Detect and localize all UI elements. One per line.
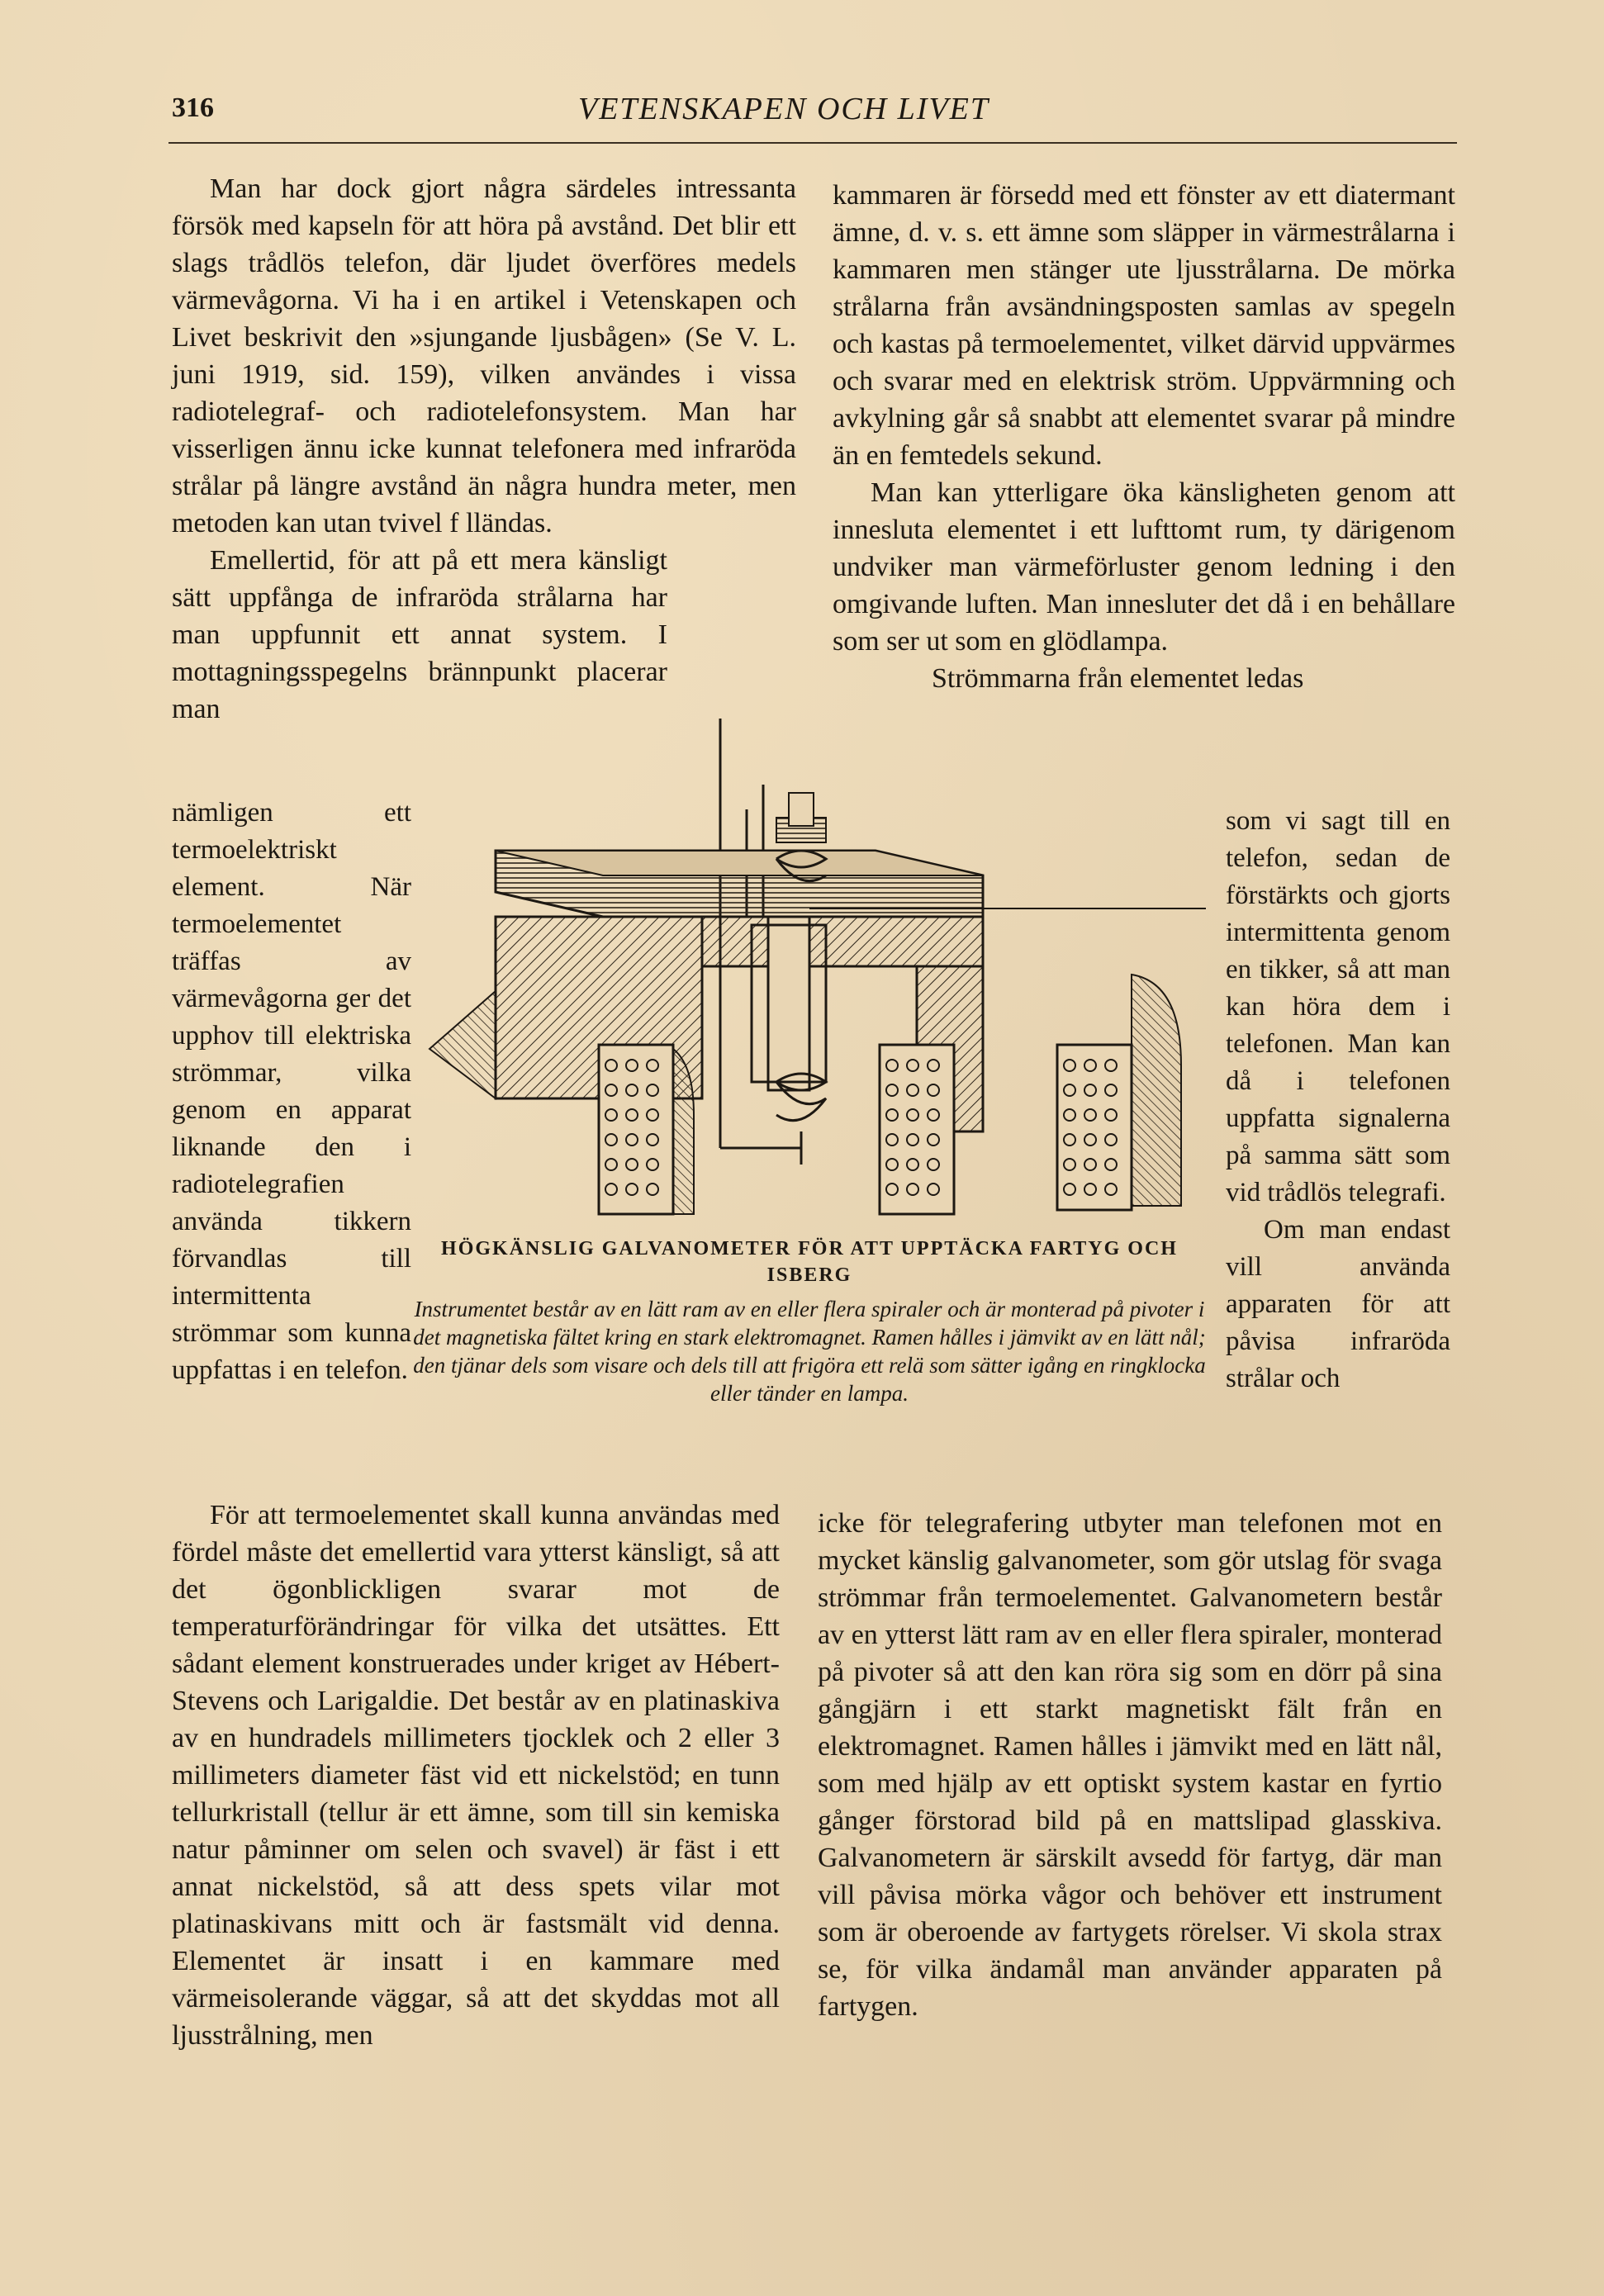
figure-caption <box>413 1236 1206 1407</box>
paragraph: Om man endast vill använda apparaten för att påvisa infraröda strålar och <box>1226 1215 1450 1393</box>
left-column-bottom <box>172 1497 780 2054</box>
paragraph: Strömmarna från elementet ledas <box>932 663 1304 694</box>
paragraph: icke för telegrafering utbyter man telefonen mot en mycket känslig galvanometer, som gör utslag för svaga strömmar från termoelementet. Galvanometern består av en ytterst lätt ram av en eller flera spiraler, monterad på pivoter så att den kan röra sig som en dörr på sina gångjärn i ett starkt magnetiskt fält från en elektromagnet. Ramen hålles i jämvikt med en lätt nål, som med hjälp av ett optiskt system kastar en fyrtio gånger förstorad bild på en mattslipad glasskiva. Galvanometern är särskilt avsedd för fartyg, där man vill påvisa mörka vågor och behöver ett instrument som är oberoende av fartygets rörelser. Vi skola strax se, för vilka ändamål man använder apparaten på fartygen. <box>818 1508 1442 2022</box>
paragraph: Emellertid, för att på ett mera känsligt sätt uppfånga de infraröda strålarna har man uppfunnit ett annat system. I mottagningsspegelns brännpunkt placerar man <box>172 545 667 724</box>
paragraph: nämligen ett termoelektriskt element. När termoelementet träffas av värmevågorna ger det upphov till elektriska strömmar, vilka genom en apparat liknande den i radiotelegrafien använda tikkern förvandlas till intermittenta strömmar som kunna uppfattas i en telefon. <box>172 798 411 1385</box>
right-column-top <box>833 177 1455 697</box>
galvanometer-figure <box>413 719 1222 1231</box>
figure-caption-text: Instrumentet består av en lätt ram av en eller flera spiraler och är monterad på pivoter i det magnetiska fältet kring en stark elektromagnet. Ramen hålles i jämvikt av en lätt nål; den tjänar dels som visare och dels till att frigöra ett relä som sätter igång en ringklocka eller tänder en lampa. <box>413 1297 1206 1406</box>
paragraph: Man kan ytterligare öka känsligheten genom att inneslutа elementet i ett lufttomt rum, ty därigenom undviker man värmeförluster genom ledning i den omgivande luften. Man innesluter det då i en behållare som ser ut som en glödlampa. <box>833 477 1455 657</box>
left-column-top <box>172 170 796 728</box>
running-title: VETENSKAPEN OCH LIVET <box>578 92 990 126</box>
figure-caption-title: HÖGKÄNSLIG GALVANOMETER FÖR ATT UPPTÄCKA FARTYG OCH ISBERG <box>441 1238 1178 1286</box>
paragraph: Man har dock gjort några särdeles intressanta försök med kapseln för att höra på avstånd. Det blir ett slags trådlös telefon, där ljudet överföres medels värmevågorna. Vi ha i en artikel i Vetenskapen och Livet beskrivit den »sjungande ljusbågen» (Se V. L. juni 1919, sid. 159), vilken användes i vissa radiotelegraf- och radiotelefonsystem. Man har visserligen ännu icke kunnat telefonera med infraröda strålar på längre avstånd än några hundra meter, men metoden kan utan tvivel f lländas. <box>172 173 796 538</box>
paragraph: För att termoelementet skall kunna användas med fördel måste det emellertid vara ytterst känsligt, så att det ögonblickligen svarar mot de temperaturförändringar för vilka det utsättes. Ett sådant element konstruerades under kriget av Hébert-Stevens och Larigaldie. Det består av en platinaskiva av en hundradels millimeters tjocklek och 2 eller 3 millimeters diameter fäst vid ett nickelstöd; en tunn tellurkristall (tellur är ett ämne, som till sin kemiska natur påminner om selen och svavel) är fäst i ett annat nickelstöd, så att dess spets vilar mot platinaskivans mitt och är fastsmält vid denna. Elementet är insatt i en kammare med värmeisolerande väggar, så att det skyddas mot all ljusstrålning, men <box>172 1500 780 2051</box>
paragraph: kammaren är försedd med ett fönster av ett diatermant ämne, d. v. s. ett ämne som släpper in värmestrålarna i kammaren men stänger ute ljusstrålarna. De mörka strålarna från avsändningsposten samlas av spegeln och kastas på termoelementet, vilket därvid uppvärmes och svarar med en elektrisk ström. Uppvärmning och avkylning går så snabbt att elementet svarar på mindre än en femtedels sekund. <box>833 180 1455 471</box>
left-column-narrow <box>172 795 411 1389</box>
page-number: 316 <box>172 93 214 123</box>
right-column-narrow <box>1226 803 1450 1397</box>
header-rule <box>168 142 1457 144</box>
right-column-bottom <box>818 1505 1442 2025</box>
paragraph: som vi sagt till en telefon, sedan de förstärkts och gjorts intermittenta genom en tikker, så att man kan höra dem i telefonen. Man kan då i telefonen uppfatta signalerna på samma sätt som vid trådlös telegrafi. <box>1226 806 1450 1207</box>
